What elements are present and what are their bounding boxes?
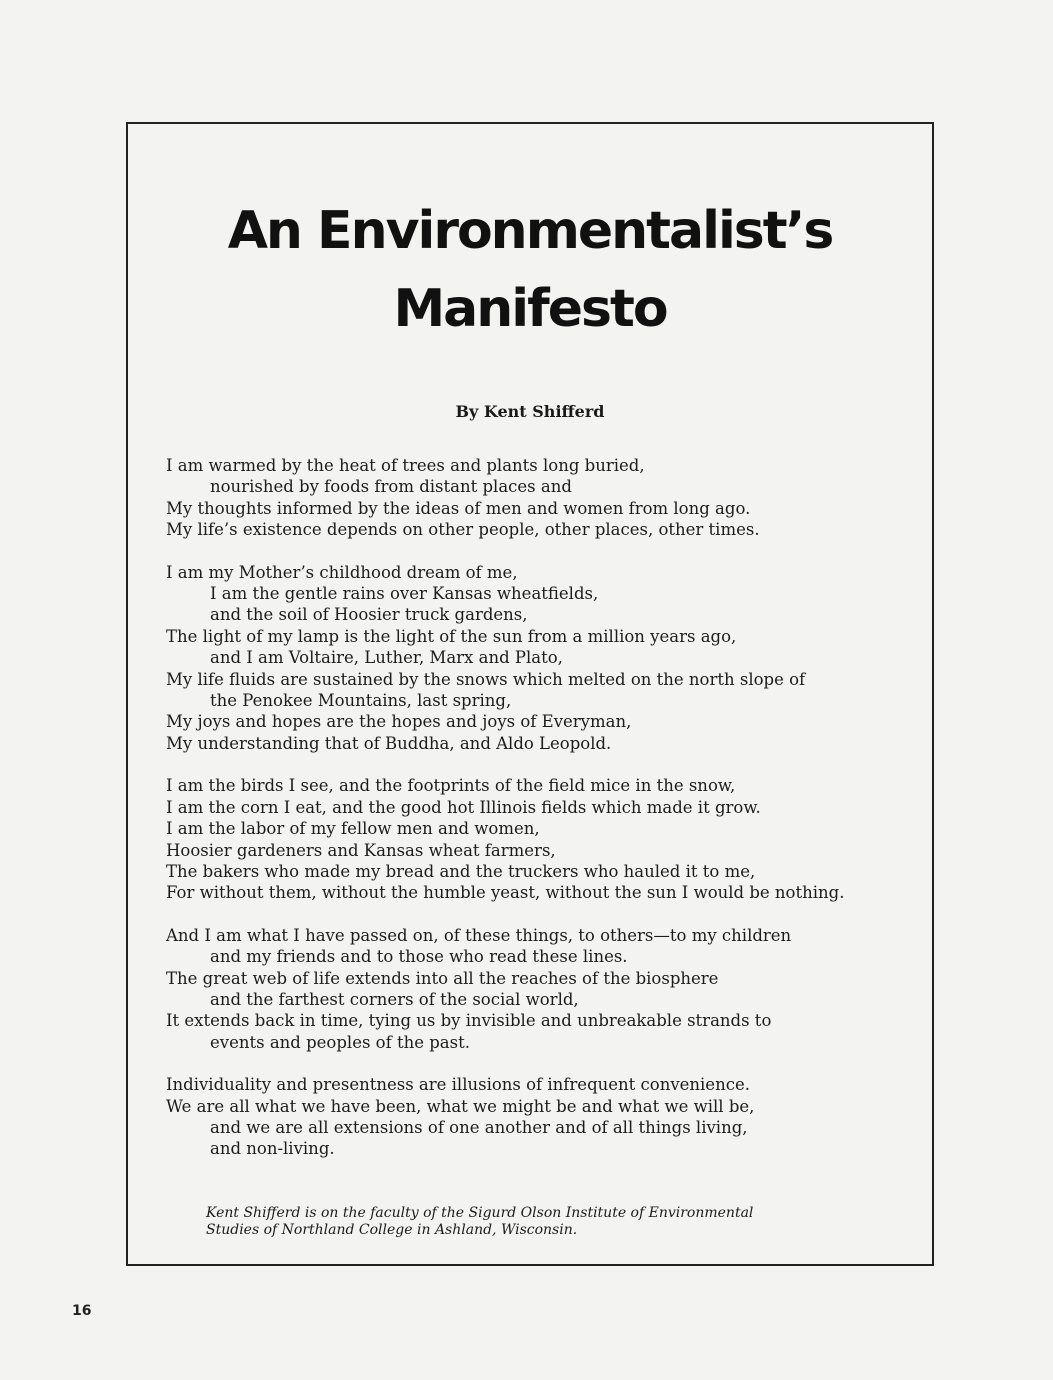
- poem-line: My life’s existence depends on other people, other places, other times.: [166, 520, 760, 540]
- poem-body: [166, 455, 906, 1181]
- poem-line: the Penokee Mountains, last spring,: [210, 691, 512, 711]
- poem-line: I am my Mother’s childhood dream of me,: [166, 562, 518, 582]
- poem-line: It extends back in time, tying us by invisible and unbreakable strands to: [166, 1011, 772, 1031]
- poem-line: The light of my lamp is the light of the sun from a million years ago,: [166, 626, 737, 646]
- poem-line: events and peoples of the past.: [210, 1032, 470, 1052]
- author-note-line-1: Kent Shifferd is on the faculty of the Sigurd Olson Institute of Environmental: [206, 1205, 754, 1221]
- poem-line: My thoughts informed by the ideas of men and women from long ago.: [166, 498, 751, 518]
- article-title: [128, 192, 932, 348]
- poem-stanza: [166, 925, 906, 1053]
- poem-line: The great web of life extends into all the reaches of the biosphere: [166, 968, 719, 988]
- author-note: [206, 1205, 886, 1239]
- poem-line: and I am Voltaire, Luther, Marx and Plato,: [210, 648, 563, 668]
- poem-line: The bakers who made my bread and the truckers who hauled it to me,: [166, 861, 756, 881]
- poem-line: My life fluids are sustained by the snows which melted on the north slope of: [166, 669, 806, 689]
- poem-stanza: [166, 562, 906, 755]
- poem-line: I am the gentle rains over Kansas wheatfields,: [210, 584, 599, 604]
- poem-line: and the soil of Hoosier truck gardens,: [210, 605, 528, 625]
- title-line-1: An Environmentalist’s: [227, 201, 833, 261]
- poem-stanza: [166, 455, 906, 541]
- page-number: 16: [72, 1303, 92, 1319]
- poem-line: We are all what we have been, what we might be and what we will be,: [166, 1096, 755, 1116]
- poem-line: and my friends and to those who read these lines.: [210, 947, 628, 967]
- poem-line: I am the labor of my fellow men and women,: [166, 819, 540, 839]
- poem-stanza: [166, 775, 906, 903]
- poem-line: Individuality and presentness are illusions of infrequent convenience.: [166, 1075, 750, 1095]
- poem-stanza: [166, 1074, 906, 1160]
- author-note-line-2: Studies of Northland College in Ashland, Wisconsin.: [206, 1222, 578, 1238]
- poem-line: For without them, without the humble yeast, without the sun I would be nothing.: [166, 883, 845, 903]
- poem-line: and the farthest corners of the social world,: [210, 989, 579, 1009]
- poem-line: I am the birds I see, and the footprints of the field mice in the snow,: [166, 776, 736, 796]
- article-frame: [126, 122, 934, 1266]
- poem-line: nourished by foods from distant places and: [210, 477, 572, 497]
- poem-line: and we are all extensions of one another and of all things living,: [210, 1117, 748, 1137]
- poem-line: Hoosier gardeners and Kansas wheat farmers,: [166, 840, 556, 860]
- poem-line: I am warmed by the heat of trees and plants long buried,: [166, 456, 645, 475]
- byline: By Kent Shifferd: [455, 402, 605, 421]
- title-line-2: Manifesto: [393, 279, 667, 339]
- poem-line: My joys and hopes are the hopes and joys of Everyman,: [166, 712, 632, 732]
- poem-line: And I am what I have passed on, of these things, to others—to my children: [166, 925, 792, 945]
- poem-line: My understanding that of Buddha, and Aldo Leopold.: [166, 733, 612, 753]
- poem-line: and non-living.: [210, 1139, 335, 1159]
- poem-line: I am the corn I eat, and the good hot Illinois fields which made it grow.: [166, 797, 761, 817]
